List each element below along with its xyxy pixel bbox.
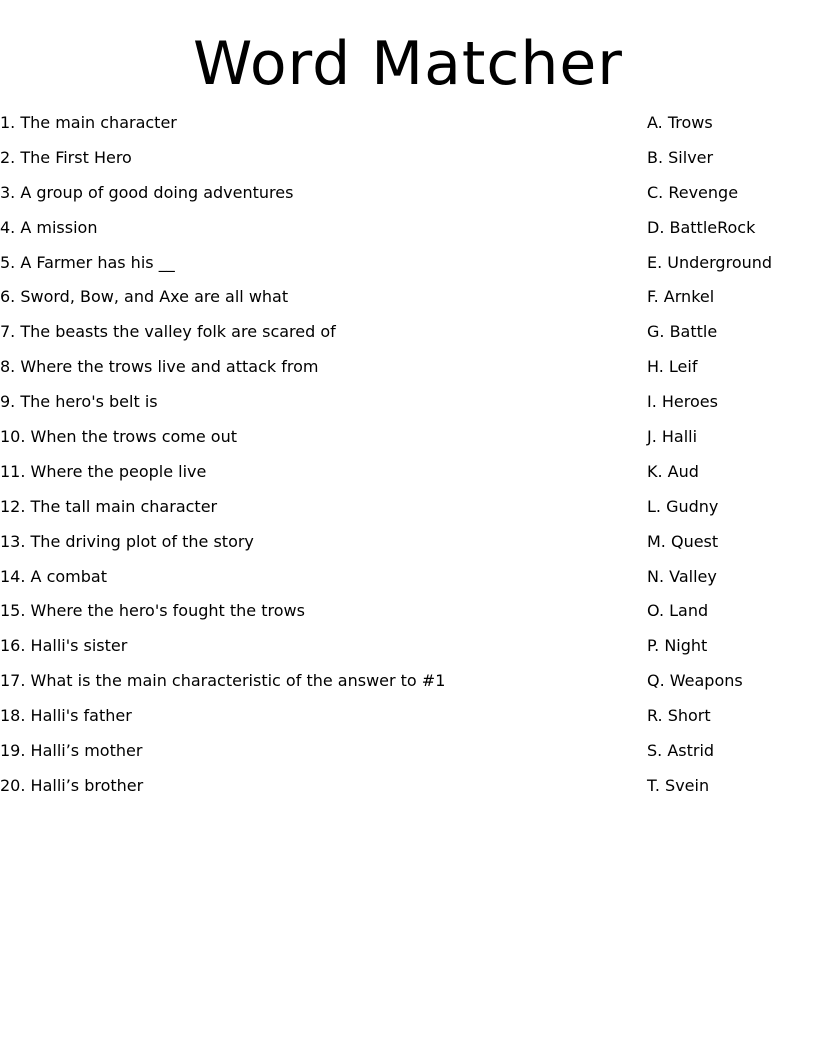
answer-item: J. Halli — [647, 427, 698, 447]
clue-item: 15. Where the hero's fought the trows — [0, 601, 305, 621]
answer-item: B. Silver — [647, 147, 714, 167]
answer-item: M. Quest — [647, 531, 719, 551]
clue-item: 10. When the trows come out — [0, 427, 238, 447]
answer-item: G. Battle — [647, 322, 718, 342]
answer-item: H. Leif — [647, 357, 698, 377]
clue-item: 6. Sword, Bow, and Axe are all what — [0, 287, 289, 307]
answer-item: S. Astrid — [647, 741, 715, 761]
clue-item: 12. The tall main character — [0, 496, 218, 516]
answer-item: O. Land — [647, 601, 709, 621]
clue-list — [0, 112, 620, 810]
clue-item: 16. Halli's sister — [0, 636, 128, 656]
page-title: Word Matcher — [193, 29, 623, 99]
answer-item: P. Night — [647, 636, 708, 656]
clue-item: 19. Halli’s mother — [0, 741, 143, 761]
answer-item: I. Heroes — [647, 392, 718, 412]
clue-item: 17. What is the main characteristic of the answer to #1 — [0, 671, 446, 691]
clue-item: 9. The hero's belt is — [0, 392, 158, 412]
clue-item: 7. The beasts the valley folk are scared of — [0, 322, 336, 342]
answer-item: Q. Weapons — [647, 671, 743, 691]
answer-item: E. Underground — [647, 252, 773, 272]
answer-item: A. Trows — [647, 113, 713, 132]
answer-item: T. Svein — [647, 775, 710, 795]
clue-item: 3. A group of good doing adventures — [0, 182, 294, 202]
answer-item: F. Arnkel — [647, 287, 715, 307]
clue-item: 5. A Farmer has his __ — [0, 252, 175, 272]
clue-item: 11. Where the people live — [0, 461, 207, 481]
answer-item: K. Aud — [647, 461, 699, 481]
answer-item: D. BattleRock — [647, 217, 756, 237]
answer-item: N. Valley — [647, 566, 717, 586]
answer-item: R. Short — [647, 706, 711, 726]
clue-item: 8. Where the trows live and attack from — [0, 357, 319, 377]
clue-item: 20. Halli’s brother — [0, 775, 144, 795]
answer-list — [647, 112, 816, 810]
clue-item: 1. The main character — [0, 113, 177, 132]
answer-item: L. Gudny — [647, 496, 719, 516]
clue-item: 14. A combat — [0, 566, 107, 586]
answer-item: C. Revenge — [647, 182, 739, 202]
clue-item: 13. The driving plot of the story — [0, 531, 254, 551]
clue-item: 2. The First Hero — [0, 147, 132, 167]
clue-item: 18. Halli's father — [0, 706, 132, 726]
clue-item: 4. A mission — [0, 217, 98, 237]
